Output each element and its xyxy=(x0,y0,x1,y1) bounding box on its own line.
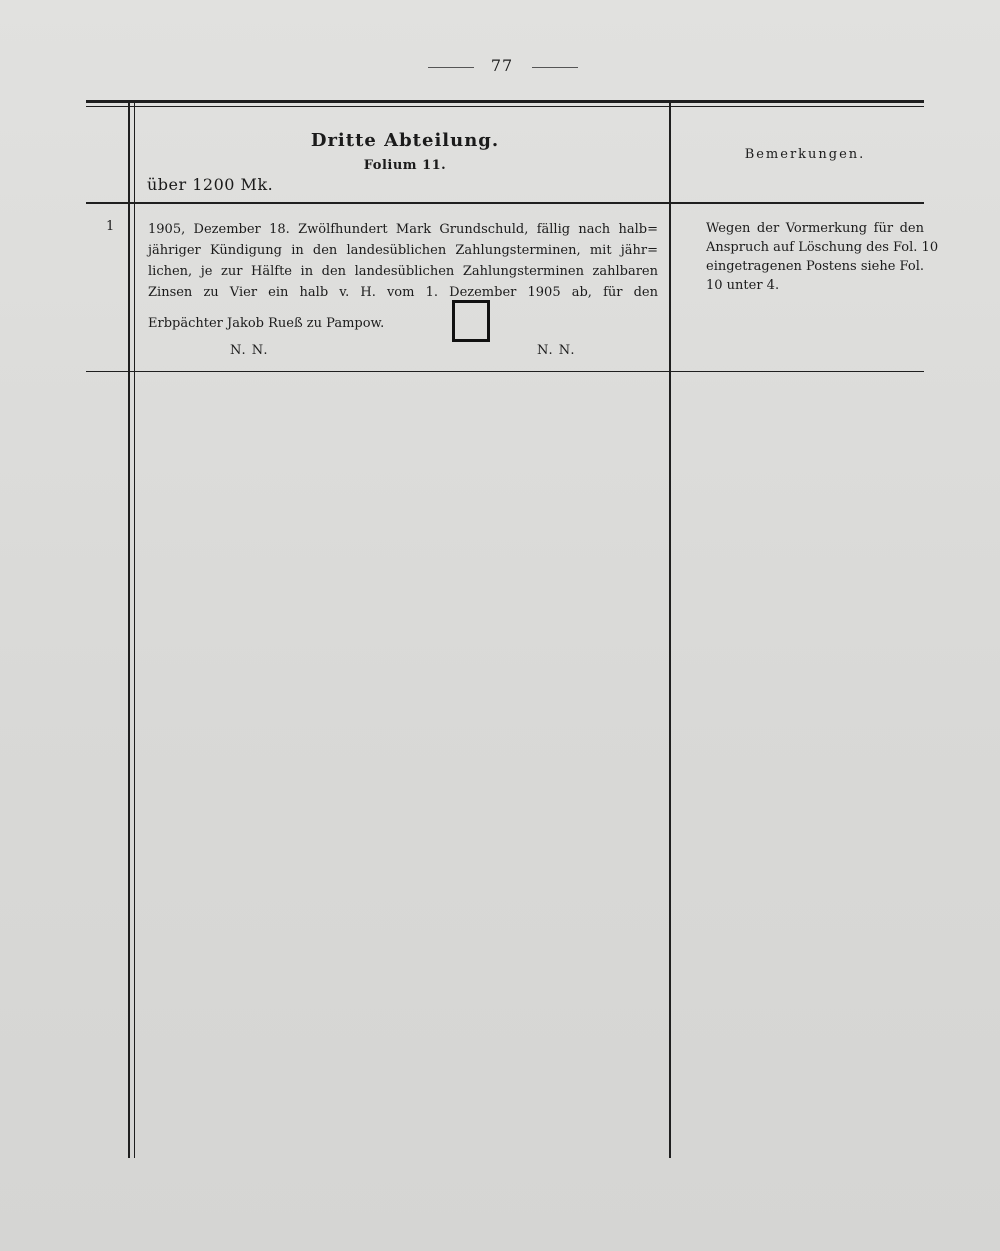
signature-left: N. N. xyxy=(230,343,269,358)
page-number-rule-right xyxy=(532,67,578,68)
entry-number: 1 xyxy=(106,219,115,234)
top-rule-thick xyxy=(86,100,924,103)
remarks-heading: Bemerkungen. xyxy=(744,147,866,162)
remarks-text xyxy=(706,219,939,295)
amount-label: über 1200 Mk. xyxy=(147,175,274,194)
entry-text xyxy=(148,219,658,334)
column-rule-right xyxy=(669,103,671,1158)
remarks-last-line: 10 unter 4. xyxy=(706,278,780,293)
seal-box xyxy=(452,300,490,342)
entry-last-line: Erbpächter Jakob Rueß zu Pampow. xyxy=(148,316,385,331)
signature-right: N. N. xyxy=(537,343,576,358)
header-rule xyxy=(86,202,924,204)
remarks-line: Anspruch auf Löschung des Fol. 10 xyxy=(706,240,939,255)
remarks-line: Wegen der Vormerkung für den xyxy=(706,221,924,236)
section-title: Dritte Abteilung. xyxy=(310,130,500,151)
page-number: 77 xyxy=(490,56,514,75)
entry-end-rule xyxy=(86,371,924,372)
entry-line: lichen, je zur Hälfte in den landesüblichen Zahlungsterminen zahlbaren xyxy=(148,264,658,279)
remarks-line: eingetragenen Postens siehe Fol. xyxy=(706,259,924,274)
entry-line: 1905, Dezember 18. Zwölfhundert Mark Grundschuld, fällig nach halb= xyxy=(148,222,658,237)
folium-label: Folium 11. xyxy=(363,158,447,173)
entry-line: Zinsen zu Vier ein halb v. H. vom 1. Dezember 1905 ab, für den xyxy=(148,285,658,300)
column-rule-left-b xyxy=(134,103,135,1158)
column-rule-left-a xyxy=(128,103,130,1158)
entry-line: jähriger Kündigung in den landesüblichen Zahlungsterminen, mit jähr= xyxy=(148,243,658,258)
top-rule-thin xyxy=(86,106,924,107)
page-number-rule-left xyxy=(428,67,474,68)
